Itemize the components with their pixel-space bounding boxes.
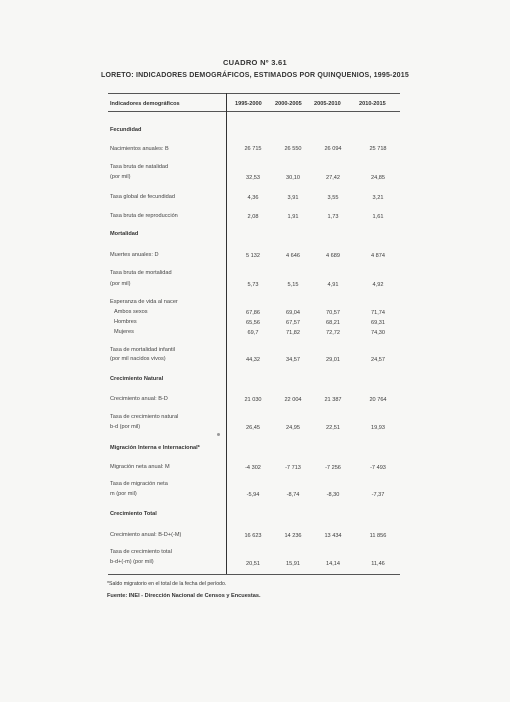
- row-label: Tasa bruta de mortalidad: [110, 270, 172, 276]
- table-cell: 67,86: [246, 310, 260, 316]
- table-cell: 14,14: [326, 561, 340, 567]
- row-label: Tasa de crecimiento total: [110, 549, 172, 555]
- table-column-divider: [226, 93, 227, 574]
- table-cell: 70,57: [326, 310, 340, 316]
- table-cell: 19,93: [371, 425, 385, 431]
- table-cell: 4,92: [372, 282, 384, 288]
- table-cell: 16 623: [244, 533, 262, 539]
- header-period-2: 2000-2005: [275, 101, 302, 107]
- row-label-unit: (por mil nacidos vivos): [110, 356, 166, 362]
- table-cell: 21 030: [244, 397, 262, 403]
- section-migracion: Migración Interna e Internacional*: [110, 445, 200, 451]
- section-fecundidad: Fecundidad: [110, 127, 142, 133]
- table-cell: 27,42: [326, 175, 340, 181]
- table-cell: 26 094: [324, 146, 342, 152]
- table-top-rule: [108, 93, 400, 94]
- header-period-4: 2010-2015: [359, 101, 386, 107]
- footnote: *Saldo migratorio en el total de la fecha del período.: [107, 581, 227, 587]
- table-cell: 68,21: [326, 320, 340, 326]
- row-label: Migración neta anual: M: [110, 464, 170, 470]
- table-cell: -7 713: [285, 465, 301, 471]
- table-bottom-rule: [108, 574, 400, 575]
- header-indicators: Indicadores demográficos: [110, 101, 180, 107]
- table-cell: 69,7: [247, 330, 259, 336]
- table-cell: 4 689: [326, 253, 340, 259]
- table-cell: 22,51: [326, 425, 340, 431]
- table-cell: 5 132: [246, 253, 260, 259]
- table-cell: 3,55: [327, 195, 339, 201]
- table-cell: -5,94: [246, 492, 260, 498]
- row-label-unit: b-d (por mil): [110, 424, 141, 430]
- table-cell: 11,46: [371, 561, 385, 567]
- table-cell: 24,57: [371, 357, 385, 363]
- table-cell: 1,73: [327, 214, 339, 220]
- table-cell: 1,61: [372, 214, 384, 220]
- row-label-unit: b-d+(-m) (por mil): [110, 559, 154, 565]
- table-cell: 5,73: [247, 282, 259, 288]
- row-label: Crecimiento anual: B-D: [110, 396, 168, 402]
- table-cell: 26 715: [244, 146, 262, 152]
- section-crecimiento-total: Crecimiento Total: [110, 511, 157, 517]
- table-cell: 24,85: [371, 175, 385, 181]
- table-cell: -4 302: [245, 465, 261, 471]
- table-cell: 4,36: [247, 195, 259, 201]
- table-cell: 20,51: [246, 561, 260, 567]
- table-cell: 5,15: [287, 282, 299, 288]
- row-label: Tasa de crecimiento natural: [110, 414, 179, 420]
- table-cell: 65,56: [246, 320, 260, 326]
- table-cell: 22 004: [284, 397, 302, 403]
- table-cell: 14 236: [284, 533, 302, 539]
- row-label: Tasa bruta de reproducción: [110, 213, 178, 219]
- table-cell: 71,74: [371, 310, 385, 316]
- table-cell: 69,31: [371, 320, 385, 326]
- table-cell: 26 550: [284, 146, 302, 152]
- row-label-unit: (por mil): [110, 281, 131, 287]
- table-cell: -8,74: [286, 492, 300, 498]
- table-cell: 69,04: [286, 310, 300, 316]
- table-header-rule: [108, 111, 400, 112]
- table-cell: 3,21: [372, 195, 384, 201]
- table-cell: 21 387: [324, 397, 342, 403]
- row-label: Crecimiento anual: B-D+(-M): [110, 532, 182, 538]
- row-label-sub: Ambos sexos: [114, 309, 148, 315]
- table-cell: -7,37: [371, 492, 385, 498]
- table-cell: 4 646: [286, 253, 300, 259]
- row-label: Esperanza de vida al nacer: [110, 299, 178, 305]
- row-label: Tasa global de fecundidad: [110, 194, 175, 200]
- table-title: LORETO: INDICADORES DEMOGRÁFICOS, ESTIMADOS POR QUINQUENIOS, 1995-2015: [101, 72, 409, 79]
- table-cell: -7 493: [370, 465, 386, 471]
- table-cell: 29,01: [326, 357, 340, 363]
- table-cell: 44,32: [246, 357, 260, 363]
- table-cell: 30,10: [286, 175, 300, 181]
- table-cell: 25 718: [369, 146, 387, 152]
- table-cell: 20 764: [369, 397, 387, 403]
- table-cell: -8,30: [326, 492, 340, 498]
- header-period-1: 1995-2000: [235, 101, 262, 107]
- table-cell: -7 256: [325, 465, 341, 471]
- row-label: Muertes anuales: D: [110, 252, 159, 258]
- table-cell: 4 874: [371, 253, 385, 259]
- row-label: Tasa de mortalidad infantil: [110, 347, 175, 353]
- section-crecimiento-natural: Crecimiento Natural: [110, 376, 164, 382]
- table-cell: 13 434: [324, 533, 342, 539]
- header-period-3: 2005-2010: [314, 101, 341, 107]
- table-cell: 1,91: [287, 214, 299, 220]
- table-cell: 11 856: [369, 533, 387, 539]
- punch-mark: [217, 433, 220, 436]
- table-cell: 34,57: [286, 357, 300, 363]
- row-label: Tasa bruta de natalidad: [110, 164, 169, 170]
- table-cell: 67,57: [286, 320, 300, 326]
- table-cell: 72,72: [326, 330, 340, 336]
- source-note: Fuente: INEI - Dirección Nacional de Censos y Encuestas.: [107, 593, 261, 599]
- table-number: CUADRO Nº 3.61: [222, 58, 288, 67]
- table-cell: 4,91: [327, 282, 339, 288]
- table-cell: 2,08: [247, 214, 259, 220]
- row-label: Tasa de migración neta: [110, 481, 168, 487]
- table-cell: 24,95: [286, 425, 300, 431]
- row-label-unit: m (por mil): [110, 491, 137, 497]
- row-label-sub: Hombres: [114, 319, 137, 325]
- row-label-unit: (por mil): [110, 174, 131, 180]
- table-cell: 15,91: [286, 561, 300, 567]
- table-cell: 32,53: [246, 175, 260, 181]
- table-cell: 26,45: [246, 425, 260, 431]
- row-label: Nacimientos anuales: B: [110, 146, 169, 152]
- table-cell: 74,30: [371, 330, 385, 336]
- section-mortalidad: Mortalidad: [110, 231, 139, 237]
- row-label-sub: Mujeres: [114, 329, 134, 335]
- table-cell: 71,82: [286, 330, 300, 336]
- table-cell: 3,91: [287, 195, 299, 201]
